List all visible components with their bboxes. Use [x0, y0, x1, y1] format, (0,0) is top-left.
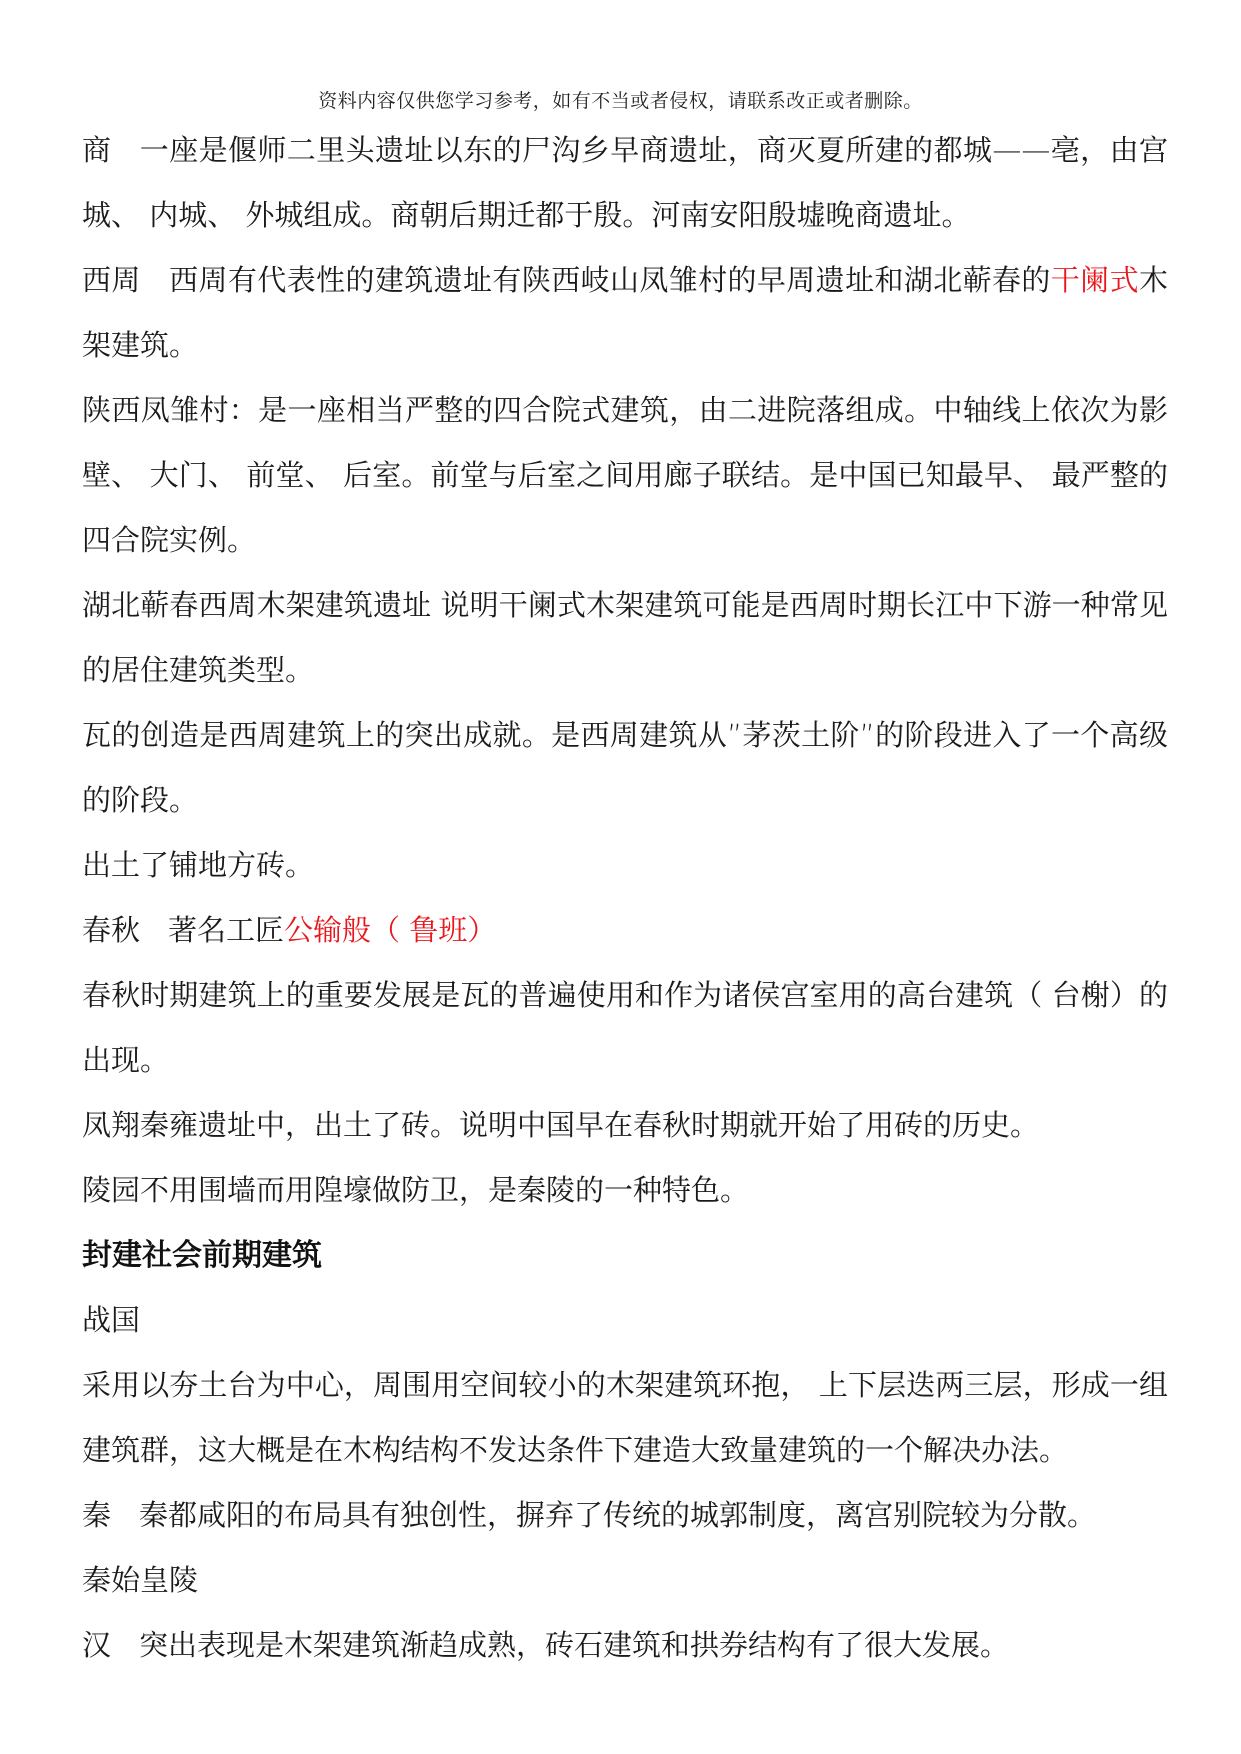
chunqiu-text: 著名工匠 [168, 913, 285, 947]
xizhou-text: 西周有代表性的建筑遗址有陕西岐山凤雏村的早周遗址和湖北蕲春的 [168, 263, 1051, 297]
highlight-gongshuban: 公输般（ 鲁班） [284, 913, 497, 947]
han-text: 突出表现是木架建筑渐趋成熟，砖石建筑和拱券结构有了很大发展。 [139, 1628, 1010, 1662]
era-label-shang: 商 [82, 133, 112, 167]
paragraph-qichun: 湖北蕲春西周木架建筑遗址 说明干阑式木架建筑可能是西周时期长江中下游一种常见的居住建筑类型。 [82, 588, 1168, 687]
disclaimer-header: 资料内容仅供您学习参考，如有不当或者侵权，请联系改正或者删除。 [318, 90, 923, 112]
paragraph-qin [82, 1483, 1168, 1548]
era-label-chunqiu: 春秋 [82, 913, 141, 947]
paragraph-shang [82, 118, 1168, 248]
shang-text: 一座是偃师二里头遗址以东的尸沟乡早商遗址，商灭夏所建的都城——亳，由宫城、 内城、 外城组成。商朝后期迁都于殷。河南安阳殷墟晚商遗址。 [82, 133, 1168, 232]
era-label-qin: 秦 [82, 1498, 112, 1532]
section-heading: 封建社会前期建筑 [82, 1238, 322, 1273]
paragraph-xizhou [82, 248, 1168, 378]
era-label-xizhou: 西周 [82, 263, 141, 297]
paragraph-brick: 出土了铺地方砖。 [82, 848, 315, 882]
qin-text: 秦都咸阳的布局具有独创性，摒弃了传统的城郭制度，离宫别院较为分散。 [139, 1498, 1097, 1532]
paragraph-chunqiu [82, 898, 1168, 963]
paragraph-zhanguo: 采用以夯土台为中心，周围用空间较小的木架建筑环抱， 上下层迭两三层，形成一组建筑群，这大概是在木构结构不发达条件下建造大致量建筑的一个解决办法。 [82, 1368, 1168, 1467]
paragraph-tile: 瓦的创造是西周建筑上的突出成就。是西周建筑从”茅茨土阶”的阶段进入了一个高级的阶段。 [82, 718, 1168, 817]
document-body [82, 118, 1168, 1678]
era-label-han: 汉 [82, 1628, 112, 1662]
paragraph-fengchu: 陕西凤雏村：是一座相当严整的四合院式建筑，由二进院落组成。中轴线上依次为影壁、 大门、 前堂、 后室。前堂与后室之间用廊子联结。是中国已知最早、 最严整的四合院实例。 [82, 393, 1168, 557]
highlight-ganlan: 干阑式 [1050, 263, 1139, 297]
paragraph-qinshihuang: 秦始皇陵 [82, 1563, 199, 1597]
xizhou-text-after: 木架建筑。 [82, 263, 1168, 362]
era-label-zhanguo: 战国 [82, 1303, 141, 1337]
paragraph-han [82, 1613, 1168, 1678]
paragraph-chunqiu-dev: 春秋时期建筑上的重要发展是瓦的普遍使用和作为诸侯宫室用的高台建筑（ 台榭）的出现。 [82, 978, 1168, 1077]
paragraph-lingyuan: 陵园不用围墙而用隍壕做防卫，是秦陵的一种特色。 [82, 1173, 750, 1207]
paragraph-fengxiang: 凤翔秦雍遗址中，出土了砖。说明中国早在春秋时期就开始了用砖的历史。 [82, 1108, 1040, 1142]
